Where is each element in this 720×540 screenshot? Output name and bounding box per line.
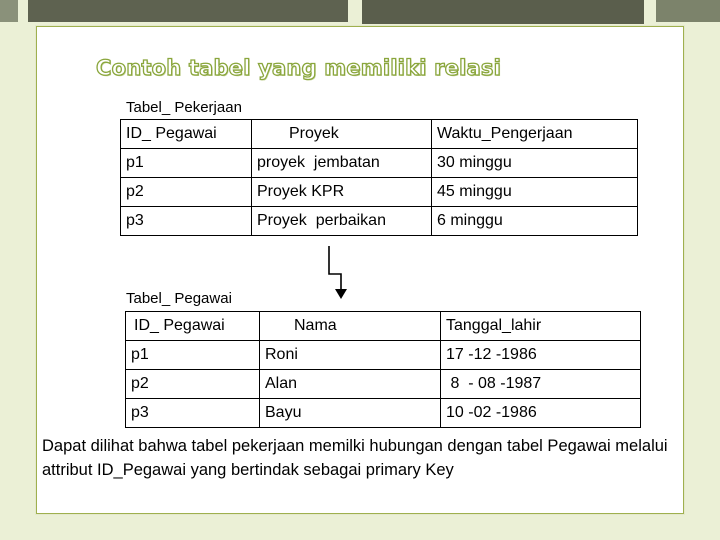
- table-row: [121, 178, 638, 207]
- table-cell: p1: [126, 341, 260, 370]
- relation-arrow-icon: [322, 244, 356, 302]
- table-row: [121, 207, 638, 236]
- table-cell: p3: [126, 399, 260, 428]
- header-cell: ID_ Pegawai: [126, 312, 260, 341]
- top-stripe-1: [0, 0, 18, 22]
- table-row: [126, 370, 641, 399]
- table-cell: 30 minggu: [432, 149, 638, 178]
- table-cell: p3: [121, 207, 252, 236]
- table-cell: Proyek KPR: [252, 178, 432, 207]
- table-cell: Bayu: [260, 399, 441, 428]
- header-cell: Proyek: [252, 120, 432, 149]
- table-cell: p2: [121, 178, 252, 207]
- table-cell: proyek jembatan: [252, 149, 432, 178]
- table-cell: Proyek perbaikan: [252, 207, 432, 236]
- table-row: [126, 341, 641, 370]
- table-header-row: [121, 120, 638, 149]
- table-cell: 6 minggu: [432, 207, 638, 236]
- table-row: [126, 399, 641, 428]
- table-cell: p1: [121, 149, 252, 178]
- table-cell: Alan: [260, 370, 441, 399]
- top-stripe-3: [362, 0, 644, 24]
- header-cell: Nama: [260, 312, 441, 341]
- table-row: [121, 149, 638, 178]
- pekerjaan-caption: Tabel_ Pekerjaan: [126, 99, 242, 116]
- table-header-row: [126, 312, 641, 341]
- top-stripe-4: [656, 0, 720, 22]
- pekerjaan-table: [120, 119, 638, 236]
- header-cell: ID_ Pegawai: [121, 120, 252, 149]
- top-stripe-2: [28, 0, 348, 22]
- table-cell: 17 -12 -1986: [441, 341, 641, 370]
- footnote-text: Dapat dilihat bahwa tabel pekerjaan memilki hubungan dengan tabel Pegawai melalui attribut ID_Pegawai yang bertindak sebagai primary Key: [42, 437, 668, 479]
- table-cell: p2: [126, 370, 260, 399]
- header-cell: Tanggal_lahir: [441, 312, 641, 341]
- pegawai-caption: Tabel_ Pegawai: [126, 290, 232, 307]
- header-cell: Waktu_Pengerjaan: [432, 120, 638, 149]
- table-cell: 45 minggu: [432, 178, 638, 207]
- slide-title: Contoh tabel yang memiliki relasi: [96, 56, 502, 80]
- table-cell: Roni: [260, 341, 441, 370]
- table-cell: 10 -02 -1986: [441, 399, 641, 428]
- pegawai-table: [125, 311, 641, 428]
- table-cell: 8 - 08 -1987: [441, 370, 641, 399]
